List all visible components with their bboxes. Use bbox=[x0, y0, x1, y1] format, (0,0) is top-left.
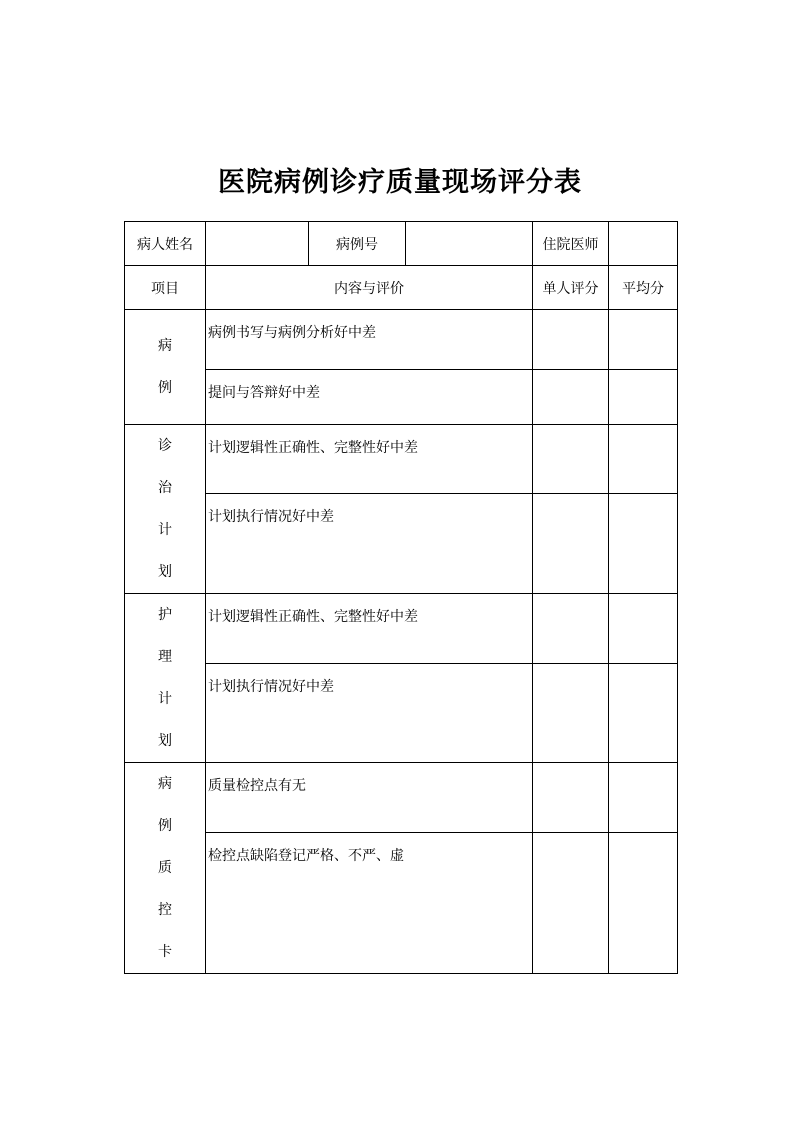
table-row bbox=[125, 833, 678, 974]
item-text: 病例书写与病例分析好中差 bbox=[206, 310, 533, 370]
item-text: 计划逻辑性正确性、完整性好中差 bbox=[206, 425, 533, 494]
avg-score-cell[interactable] bbox=[609, 594, 678, 664]
single-score-cell[interactable] bbox=[533, 494, 609, 594]
case-no-field[interactable] bbox=[406, 222, 533, 266]
column-single-score: 单人评分 bbox=[533, 266, 609, 310]
avg-score-cell[interactable] bbox=[609, 664, 678, 763]
score-table bbox=[124, 221, 678, 974]
header-row bbox=[125, 222, 678, 266]
patient-name-label: 病人姓名 bbox=[125, 222, 206, 266]
section-label-quality-control-card: 病 例 质 控 卡 bbox=[125, 763, 206, 974]
item-text: 计划执行情况好中差 bbox=[206, 494, 533, 594]
single-score-cell[interactable] bbox=[533, 833, 609, 974]
single-score-cell[interactable] bbox=[533, 370, 609, 425]
single-score-cell[interactable] bbox=[533, 425, 609, 494]
section-label-case: 病 例 bbox=[125, 310, 206, 425]
item-text: 质量检控点有无 bbox=[206, 763, 533, 833]
item-text: 提问与答辩好中差 bbox=[206, 370, 533, 425]
avg-score-cell[interactable] bbox=[609, 763, 678, 833]
column-header-row bbox=[125, 266, 678, 310]
column-item: 项目 bbox=[125, 266, 206, 310]
table-row bbox=[125, 664, 678, 763]
table-row bbox=[125, 370, 678, 425]
table-row bbox=[125, 494, 678, 594]
single-score-cell[interactable] bbox=[533, 310, 609, 370]
table-row bbox=[125, 594, 678, 664]
doctor-field[interactable] bbox=[609, 222, 678, 266]
item-text: 计划执行情况好中差 bbox=[206, 664, 533, 763]
section-label-nursing-plan: 护 理 计 划 bbox=[125, 594, 206, 763]
avg-score-cell[interactable] bbox=[609, 425, 678, 494]
case-no-label: 病例号 bbox=[309, 222, 406, 266]
patient-name-field[interactable] bbox=[206, 222, 309, 266]
avg-score-cell[interactable] bbox=[609, 833, 678, 974]
avg-score-cell[interactable] bbox=[609, 370, 678, 425]
single-score-cell[interactable] bbox=[533, 763, 609, 833]
avg-score-cell[interactable] bbox=[609, 310, 678, 370]
section-label-treatment-plan: 诊 治 计 划 bbox=[125, 425, 206, 594]
item-text: 计划逻辑性正确性、完整性好中差 bbox=[206, 594, 533, 664]
single-score-cell[interactable] bbox=[533, 664, 609, 763]
single-score-cell[interactable] bbox=[533, 594, 609, 664]
avg-score-cell[interactable] bbox=[609, 494, 678, 594]
page-title: 医院病例诊疗质量现场评分表 bbox=[218, 167, 582, 198]
column-content: 内容与评价 bbox=[206, 266, 533, 310]
table-row bbox=[125, 310, 678, 370]
column-avg-score: 平均分 bbox=[609, 266, 678, 310]
item-text: 检控点缺陷登记严格、不严、虚 bbox=[206, 833, 533, 974]
table-row bbox=[125, 425, 678, 494]
table-row bbox=[125, 763, 678, 833]
doctor-label: 住院医师 bbox=[533, 222, 609, 266]
